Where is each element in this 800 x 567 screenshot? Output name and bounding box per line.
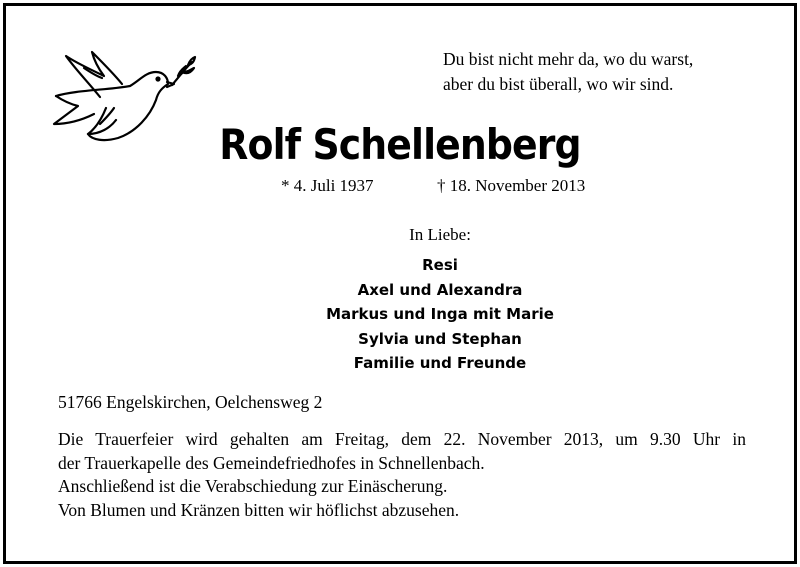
mourners-list [0,253,800,376]
mourner-name: Sylvia und Stephan [358,329,522,348]
birth-date: * 4. Juli 1937 [281,176,374,195]
notice-line-2: der Trauerkapelle des Gemeindefriedhofes in Schnellenbach. [58,452,485,473]
motto-quote [443,47,693,97]
notice-line-3: Anschließend ist die Verabschiedung zur Einäscherung. [58,476,448,496]
notice-line-1: Die Trauerfeier wird gehalten am Freitag, dem 22. November 2013, um 9.30 Uhr in [58,429,746,449]
mourner-name: Axel und Alexandra [357,280,523,299]
motto-line-1: Du bist nicht mehr da, wo du warst, [443,49,694,69]
mourner-name: Resi [422,256,458,274]
mourners-intro: In Liebe: [409,225,471,244]
deceased-name: Rolf Schellenberg [219,120,581,169]
notice-line-4: Von Blumen und Kränzen bitten wir höflichst abzusehen. [58,499,460,520]
motto-line-2: aber du bist überall, wo wir sind. [443,74,674,94]
mourner-name: Familie und Freunde [353,354,527,372]
death-date: † 18. November 2013 [437,176,586,195]
family-address: 51766 Engelskirchen, Oelchensweg 2 [58,392,323,412]
funeral-notice [58,428,746,522]
mourner-name: Markus und Inga mit Marie [326,305,554,323]
